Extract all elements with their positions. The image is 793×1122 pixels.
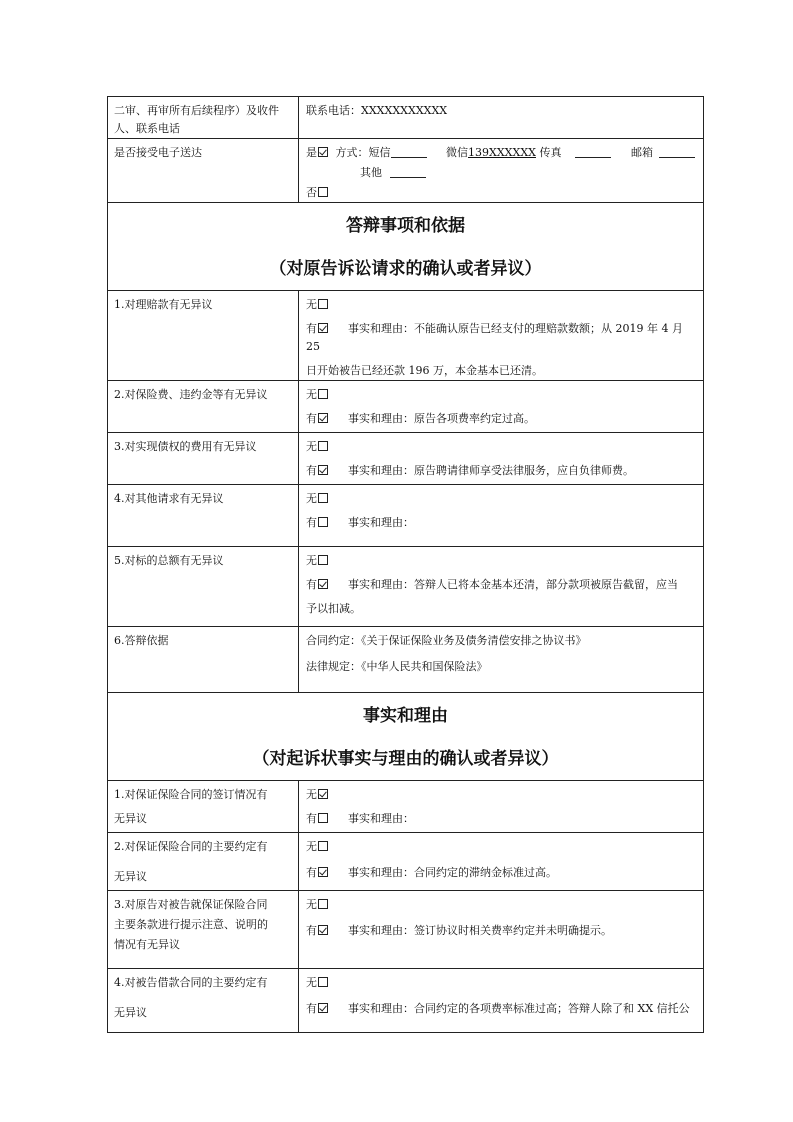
- item-label: 4.对被告借款合同的主要约定有: [114, 976, 268, 989]
- has-checkbox[interactable]: [318, 517, 328, 527]
- has-checkbox[interactable]: [318, 579, 328, 589]
- item-label: 5.对标的总额有无异议: [108, 547, 299, 627]
- item-label: 2.对保证保险合同的主要约定有: [114, 840, 268, 853]
- reason-text-continued: 日开始被告已经还款 196 万，本金基本已还清。: [306, 364, 543, 377]
- reason-text: 合同约定的各项费率标准过高；答辩人除了和 XX 信托公: [414, 1002, 690, 1015]
- none-label: 无: [306, 388, 317, 401]
- has-checkbox[interactable]: [318, 813, 328, 823]
- none-checkbox[interactable]: [318, 789, 328, 799]
- none-checkbox[interactable]: [318, 841, 328, 851]
- reason-text: 原告聘请律师享受法律服务，应自负律师费。: [414, 464, 634, 477]
- has-checkbox[interactable]: [318, 867, 328, 877]
- item-label: 4.对其他请求有无异议: [108, 485, 299, 547]
- section1-subtitle: （对原告诉讼请求的确认或者异议）: [269, 259, 542, 279]
- none-checkbox[interactable]: [318, 299, 328, 309]
- wechat-label: 微信: [446, 146, 468, 159]
- item-label-continued: 无异议: [114, 870, 147, 883]
- email-label: 邮箱: [630, 146, 653, 159]
- reason-label: 事实和理由：: [348, 464, 414, 477]
- reason-text: 答辩人已将本金基本还清，部分款项被原告截留，应当: [414, 578, 678, 591]
- item-label: 1.对理赔款有无异议: [108, 291, 299, 381]
- yes-option-label: 是: [306, 146, 317, 159]
- has-checkbox[interactable]: [318, 1003, 328, 1013]
- table-row: [108, 433, 704, 485]
- item-label: 3.对实现债权的费用有无异议: [108, 433, 299, 485]
- section2-subtitle: （对起诉状事实与理由的确认或者异议）: [252, 749, 559, 769]
- table-row: [108, 781, 704, 833]
- no-checkbox[interactable]: [318, 187, 328, 197]
- section2-title: 事实和理由: [363, 706, 448, 726]
- none-label: 无: [306, 976, 317, 989]
- other-blank[interactable]: [390, 165, 426, 178]
- has-label: 有: [306, 322, 317, 335]
- has-label: 有: [306, 516, 317, 529]
- table-row: [108, 203, 704, 291]
- item-label-continued: 无异议: [114, 1006, 147, 1019]
- method-label: 方式：短信: [335, 146, 391, 159]
- table-row: [108, 969, 704, 1033]
- has-label: 有: [306, 1002, 317, 1015]
- reason-label: 事实和理由：: [348, 924, 414, 937]
- has-label: 有: [306, 578, 317, 591]
- reason-text: 不能确认原告已经支付的理赔款数额；从 2019 年 4 月 25: [306, 322, 683, 353]
- has-checkbox[interactable]: [318, 465, 328, 475]
- table-row: [108, 485, 704, 547]
- none-label: 无: [306, 898, 317, 911]
- none-checkbox[interactable]: [318, 493, 328, 503]
- item-label: 6.答辩依据: [108, 627, 299, 693]
- has-label: 有: [306, 412, 317, 425]
- table-row: [108, 97, 704, 139]
- section1-title: 答辩事项和依据: [346, 216, 465, 236]
- item-label: 1.对保证保险合同的签订情况有: [114, 788, 268, 801]
- fax-label: 传真: [539, 146, 562, 159]
- reason-label: 事实和理由：: [348, 812, 414, 825]
- electronic-service-label: 是否接受电子送达: [108, 139, 299, 203]
- delivery-label: 二审、再审所有后续程序）及收件人、联系电话: [108, 97, 299, 139]
- wechat-value: 139XXXXXX: [468, 146, 536, 159]
- none-label: 无: [306, 554, 317, 567]
- has-label: 有: [306, 924, 317, 937]
- yes-checkbox[interactable]: [318, 147, 328, 157]
- none-label: 无: [306, 788, 317, 801]
- reason-text: 签订协议时相关费率约定并未明确提示。: [414, 924, 612, 937]
- has-label: 有: [306, 812, 317, 825]
- fax-blank[interactable]: [575, 145, 611, 158]
- none-checkbox[interactable]: [318, 441, 328, 451]
- reason-label: 事实和理由：: [348, 866, 414, 879]
- table-row: [108, 833, 704, 891]
- item-label: 2.对保险费、违约金等有无异议: [108, 381, 299, 433]
- contact-phone: 联系电话：XXXXXXXXXXX: [306, 104, 448, 117]
- none-label: 无: [306, 840, 317, 853]
- has-checkbox[interactable]: [318, 323, 328, 333]
- table-row: [108, 547, 704, 627]
- other-label: 其他: [360, 166, 382, 179]
- reason-label: 事实和理由：: [348, 412, 414, 425]
- item-label-continued: 主要条款进行提示注意、说明的: [114, 918, 268, 931]
- none-label: 无: [306, 440, 317, 453]
- has-checkbox[interactable]: [318, 925, 328, 935]
- contract-basis: 合同约定：《关于保证保险业务及债务清偿安排之协议书》: [306, 634, 587, 647]
- reason-label: 事实和理由：: [348, 322, 414, 335]
- has-checkbox[interactable]: [318, 413, 328, 423]
- has-label: 有: [306, 866, 317, 879]
- none-checkbox[interactable]: [318, 899, 328, 909]
- reason-label: 事实和理由：: [348, 578, 414, 591]
- has-label: 有: [306, 464, 317, 477]
- form-table: [107, 96, 704, 1033]
- reason-label: 事实和理由：: [348, 516, 414, 529]
- table-row: [108, 381, 704, 433]
- table-row: [108, 291, 704, 381]
- reason-label: 事实和理由：: [348, 1002, 414, 1015]
- sms-blank[interactable]: [391, 145, 427, 158]
- none-label: 无: [306, 298, 317, 311]
- reason-text: 原告各项费率约定过高。: [414, 412, 535, 425]
- none-checkbox[interactable]: [318, 389, 328, 399]
- law-basis: 法律规定：《中华人民共和国保险法》: [306, 660, 488, 673]
- response-form: [107, 96, 704, 1033]
- table-row: [108, 891, 704, 969]
- item-label-continued: 情况有无异议: [114, 938, 180, 951]
- reason-text-continued: 予以扣减。: [306, 602, 361, 615]
- table-row: [108, 139, 704, 203]
- item-label: 3.对原告对被告就保证保险合同: [114, 898, 268, 911]
- email-blank[interactable]: [659, 145, 695, 158]
- none-label: 无: [306, 492, 317, 505]
- table-row: [108, 693, 704, 781]
- no-option-label: 否: [306, 186, 317, 199]
- reason-text: 合同约定的滞纳金标准过高。: [414, 866, 557, 879]
- none-checkbox[interactable]: [318, 555, 328, 565]
- none-checkbox[interactable]: [318, 977, 328, 987]
- item-label-continued: 无异议: [114, 812, 147, 825]
- table-row: [108, 627, 704, 693]
